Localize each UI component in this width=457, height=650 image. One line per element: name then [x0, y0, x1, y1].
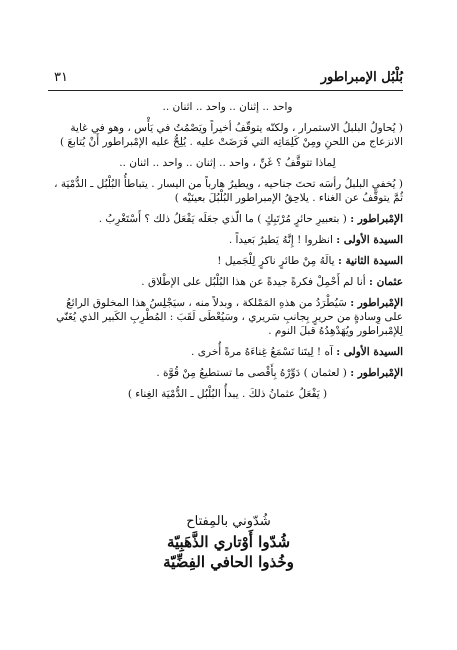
running-title: بُلْبُل الإمبراطور	[320, 70, 403, 85]
speech-text: ( بتعبيرِ حائرٍ مُرْتَبِكٍ ) ما الّذي جعَلَه يَفْعَلُ ذلك ؟ أَسْتَغْرِبُ .	[98, 213, 347, 225]
speaker-name: السيدة الثانية :	[337, 255, 403, 267]
speaker-name: الإمْبراطور :	[350, 297, 403, 309]
speech	[52, 233, 403, 247]
speech	[52, 296, 403, 338]
speaker-name: الإمْبراطور :	[350, 367, 403, 379]
play-text	[52, 100, 403, 408]
verse-line: شُدّوني بالمِفتاح	[186, 514, 271, 529]
speech	[52, 275, 403, 289]
speech-text: سَيُطْرَدُ من هذهِ المَمْلكة ، وبدلاً منه ، سيَجْلِسُ هذا المخلوق الرائعُ على وِسادةٍ من حريرٍ بِجانبِ سَريري ، وسَيُعْطَى لَقَبَ : المُطْرِبِ الكَبير الذي يُغَنّي لِلإمْبراطور ويُهَدْهِدُهُ قبلَ النوم .	[56, 297, 403, 337]
speech	[52, 254, 403, 268]
speech-text: انظروا ! إِنَّهُ يَطيرُ بَعيداً .	[228, 234, 333, 246]
speaker-name: الإمْبراطور :	[350, 213, 403, 225]
page-header	[48, 70, 403, 91]
speech-text: آه ! لِيتَنا نَسْمَعُ غِناءَهُ مرةً أُخرى .	[191, 346, 333, 358]
speaker-name: عثمان :	[369, 276, 403, 288]
speaker-name: السيدة الأولى :	[336, 346, 403, 358]
stage-direction: ( يُخفي البلبلُ رأسَه تحتَ جناحيه ، ويطيرُ هارباً من اليسار . يتباطأُ البُلْبُل ـ الدُّمْيَة ، ثُمَّ يتوقَّفُ عن الغناء . يلاحِقُ الإمبراطور البُلْبُلَ بعينَيْه )	[54, 178, 403, 204]
speech-text: ( لعثمان ) دَوِّرْهُ بِأَقْصى ما تستطيعُ مِنْ قُوَّة .	[156, 367, 347, 379]
stage-direction: ( يَفْعَلُ عثمانُ ذلكَ . يبدأُ البُلْبُل ـ الدُّمْيَة الغِناء )	[127, 388, 328, 400]
dialogue-line: واحد .. إثنان .. واحد .. اثنان ..	[162, 101, 293, 113]
verse-line: وخُذوا الحافي الفِضِّيّة	[163, 553, 294, 571]
dialogue-line: لِماذا تتوقَّفُ ؟ غَنِّ ، واحد .. إثنان .. واحد .. اثنان ..	[119, 157, 336, 169]
speech	[52, 345, 403, 359]
verse-line: شُدّوا أَوْتاري الذَّهَبِيّة	[166, 533, 291, 551]
speech	[52, 366, 403, 380]
speech	[52, 212, 403, 226]
speech-text: أنا لم أَحْمِلْ فكرةً جيدةً عن هذا البُلْبُل على الإطْلاق .	[141, 276, 366, 288]
speech-text: يالَهُ مِنْ طائرٍ ناكرٍ لِلْجَميل !	[217, 255, 335, 267]
stage-direction: ( يُحاولُ البلبلُ الاستمرار ، ولكنّه يتوقّفُ أخيراً ويَصْمُتُ في يَأْس ، وهو في غاية الانزعاج من اللحنِ ومِنْ كَلِمَاتِه التي فَرَضَتْ عليه . يُلِحُّ عليه الإمْبراطور أَنْ يُتابعَ )	[59, 122, 403, 148]
page-number: ٣١	[54, 70, 68, 85]
song-verse	[0, 512, 457, 572]
speaker-name: السيدة الأولى :	[336, 234, 403, 246]
